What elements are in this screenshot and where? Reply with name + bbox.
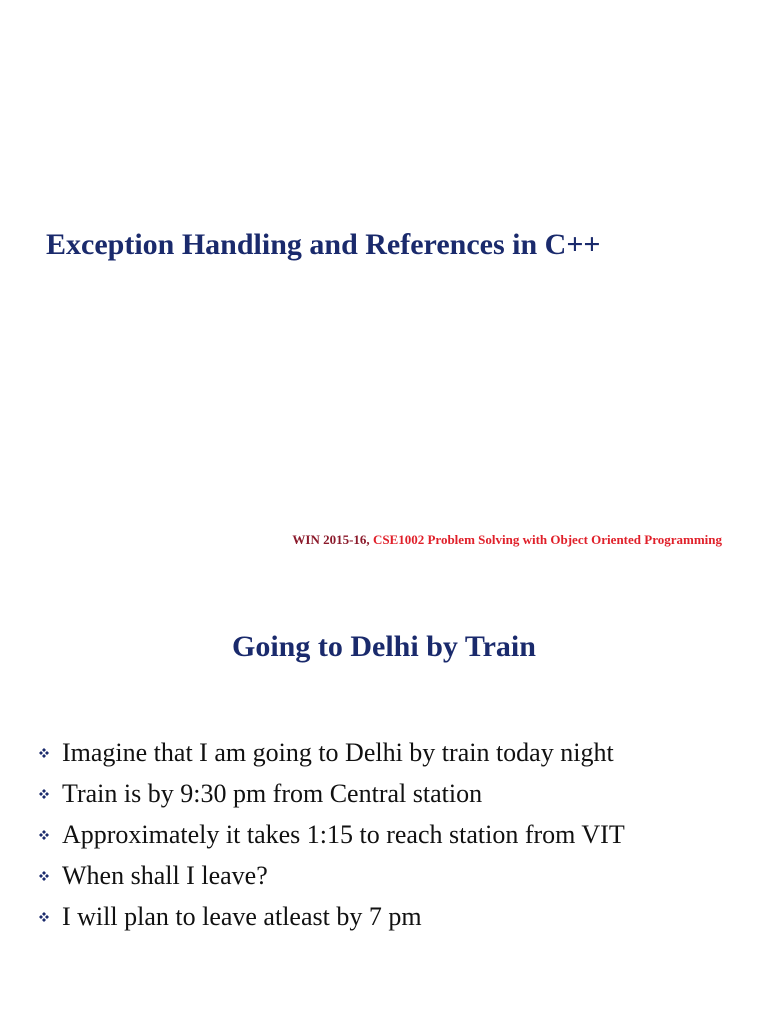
slide-title-heading: Exception Handling and References in C++	[46, 228, 601, 261]
bullet-item	[36, 886, 625, 947]
bullet-text: When shall I leave?	[62, 860, 268, 890]
slide-content	[0, 600, 768, 1024]
four-diamond-bullet-icon	[36, 827, 52, 843]
bullet-text: Imagine that I am going to Delhi by train today night	[62, 737, 614, 767]
four-diamond-bullet-icon	[36, 745, 52, 761]
course-footer	[292, 532, 722, 548]
four-diamond-bullet-icon	[36, 786, 52, 802]
footer-course: CSE1002 Problem Solving with Object Oriented Programming	[372, 532, 722, 547]
four-diamond-bullet-icon	[36, 868, 52, 884]
slide-content-heading: Going to Delhi by Train	[232, 630, 536, 663]
footer-term: WIN 2015-16,	[292, 532, 373, 547]
four-diamond-bullet-icon	[36, 909, 52, 925]
bullet-text: Train is by 9:30 pm from Central station	[62, 778, 483, 808]
bullet-text: Approximately it takes 1:15 to reach station from VIT	[62, 819, 625, 849]
bullet-text: I will plan to leave atleast by 7 pm	[62, 901, 422, 931]
bullet-list	[36, 722, 625, 947]
